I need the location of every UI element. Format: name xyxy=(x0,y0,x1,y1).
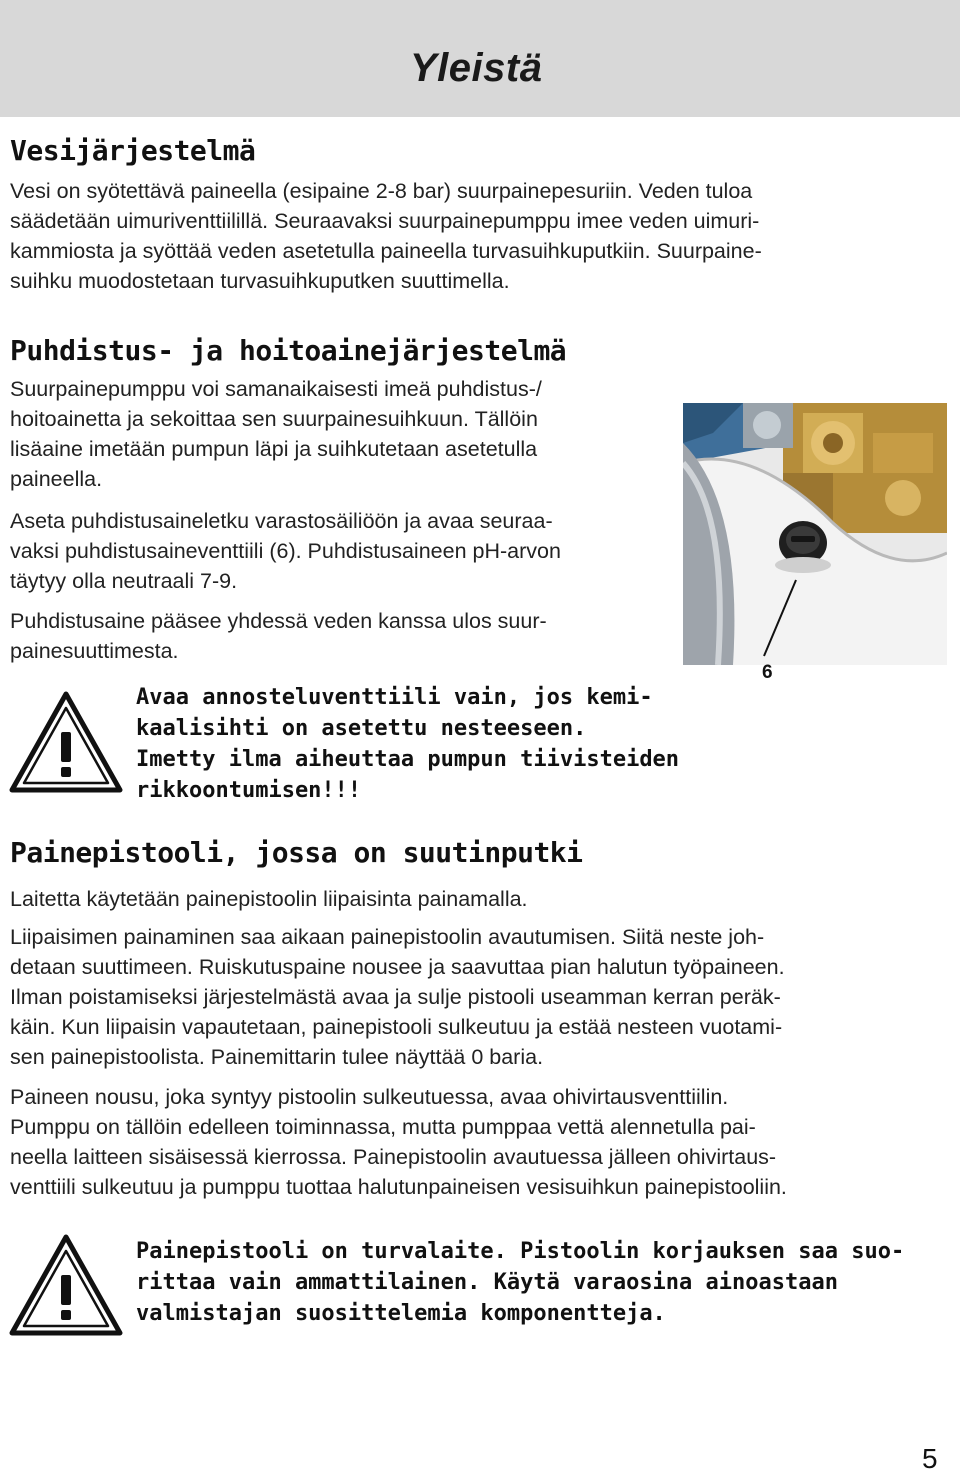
text-line: painesuuttimesta. xyxy=(10,639,179,663)
detergent-paragraph-2 xyxy=(10,506,561,596)
text-line: detaan suuttimeen. Ruiskutuspaine nousee ja saavuttaa pian halutun työpaineen. xyxy=(10,955,785,979)
text-line: käin. Kun liipaisin vapautetaan, painepistooli sulkeutuu ja estää nesteen vuotami- xyxy=(10,1015,783,1039)
text-line: hoitoainetta ja sekoittaa sen suurpainesuihkuun. Tällöin xyxy=(10,407,538,431)
warning-line: Avaa annosteluventtiili vain, jos kemi- xyxy=(136,685,653,710)
callout-number: 6 xyxy=(762,662,773,683)
text-line: Puhdistusaine pääsee yhdessä veden kanssa ulos suur- xyxy=(10,609,547,633)
text-line: Liipaisimen painaminen saa aikaan painepistoolin avautumisen. Siitä neste joh- xyxy=(10,925,765,949)
warning-text-detergent xyxy=(136,682,679,806)
water-paragraph xyxy=(10,176,762,296)
warning-text-gun xyxy=(136,1236,904,1329)
text-line: sen painepistoolista. Painemittarin tulee näyttää 0 baria. xyxy=(10,1045,544,1069)
text-line: Suurpainepumppu voi samanaikaisesti imeä puhdistus-/ xyxy=(10,377,542,401)
warning-triangle-icon xyxy=(8,690,124,794)
page-number: 5 xyxy=(922,1443,938,1474)
text-line: säädetään uimuriventtiilillä. Seuraavaksi suurpainepumppu imee veden uimuri- xyxy=(10,209,760,233)
warning-line: valmistajan suosittelemia komponentteja. xyxy=(136,1301,666,1326)
warning-line: kaalisihti on asetettu nesteeseen. xyxy=(136,716,587,741)
text-line: lisäaine imetään pumpun läpi ja suihkutetaan asetetulla xyxy=(10,437,538,461)
page-title: Yleistä xyxy=(410,46,543,90)
text-line: Laitetta käytetään painepistoolin liipaisinta painamalla. xyxy=(10,887,528,911)
text-line: kammiosta ja syöttää veden asetetulla paineella turvasuihkuputkiin. Suurpaine- xyxy=(10,239,762,263)
warning-line: Imetty ilma aiheuttaa pumpun tiivisteiden xyxy=(136,747,680,772)
text-line: Aseta puhdistusaineletku varastosäiliöön ja avaa seuraa- xyxy=(10,509,553,533)
detergent-paragraph-3 xyxy=(10,606,547,666)
machine-valve-photo xyxy=(683,403,947,665)
text-line: suihku muodostetaan turvasuihkuputken suuttimella. xyxy=(10,269,510,293)
callout-line xyxy=(760,578,800,658)
text-line: Paineen nousu, joka syntyy pistoolin sulkeutuessa, avaa ohivirtausventtiilin. xyxy=(10,1085,729,1109)
warning-triangle-icon xyxy=(8,1233,124,1337)
warning-line: rittaa vain ammattilainen. Käytä varaosina ainoastaan xyxy=(136,1270,838,1295)
section-heading-gun: Painepistooli, jossa on suutinputki xyxy=(10,836,583,869)
text-line: venttiili sulkeutuu ja pumppu tuottaa halutunpaineisen vesisuihkun painepistooliin. xyxy=(10,1175,787,1199)
text-line: paineella. xyxy=(10,467,103,491)
gun-paragraph-3 xyxy=(10,1082,787,1202)
text-line: Pumppu on tällöin edelleen toiminnassa, mutta pumppaa vettä alennetulla pai- xyxy=(10,1115,756,1139)
section-heading-detergent: Puhdistus- ja hoitoainejärjestelmä xyxy=(10,334,567,367)
text-line: vaksi puhdistusaineventtiili (6). Puhdistusaineen pH-arvon xyxy=(10,539,561,563)
detergent-paragraph-1 xyxy=(10,374,542,494)
gun-paragraph-2 xyxy=(10,922,785,1072)
gun-paragraph-1 xyxy=(10,884,528,914)
text-line: Ilman poistamiseksi järjestelmästä avaa ja sulje pistooli useamman kerran peräk- xyxy=(10,985,781,1009)
warning-line: rikkoontumisen!!! xyxy=(136,778,362,803)
text-line: neella laitteen sisäisessä kierrossa. Painepistoolin avautuessa jälleen ohivirtaus- xyxy=(10,1145,777,1169)
warning-line: Painepistooli on turvalaite. Pistoolin korjauksen saa suo- xyxy=(136,1239,905,1264)
text-line: Vesi on syötettävä paineella (esipaine 2-8 bar) suurpainepesuriin. Veden tuloa xyxy=(10,179,753,203)
text-line: täytyy olla neutraali 7-9. xyxy=(10,569,238,593)
section-heading-water: Vesijärjestelmä xyxy=(10,134,256,167)
